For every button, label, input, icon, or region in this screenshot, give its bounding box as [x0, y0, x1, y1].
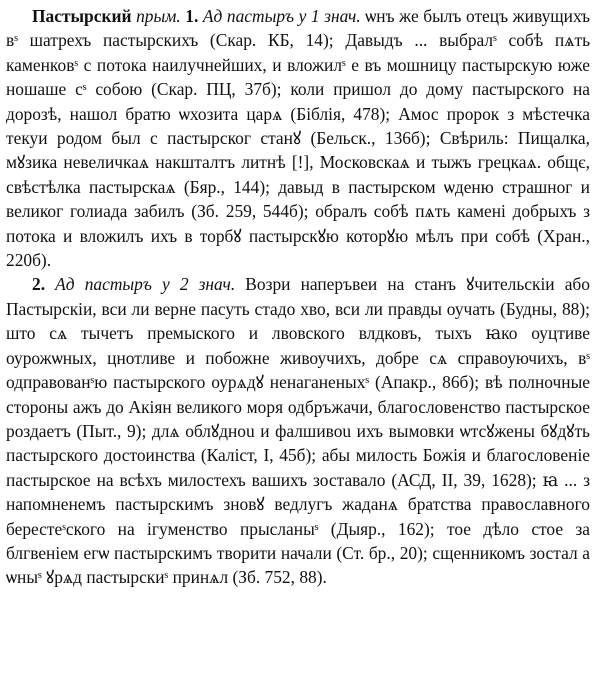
sense-1-number: 1.: [185, 6, 199, 26]
sense-2-paragraph: [6, 272, 590, 589]
dictionary-entry: [6, 4, 590, 590]
headword: Пастырский: [32, 6, 132, 26]
sense-2-citations: Возри наперъвеи на станъ ꙋчительскіи або Пастырскіи, вси ли верне пасуть стадо хво, вси ли правды оучать (Будны, 88); што сѧ тычетъ премыского и лвовского влдковъ, тыхъ ꙗко оуцтиве оурожѡных, цнотливе и побожне живоучихъ, добре сѧ справоуючихъ, вˢ одправованˢю пастырского оурѧдꙋ ненаганеныхˢ (Апакр., 86б); вѣ полночные стороны ажъ до Акіян великого моря одбръжачи, благословенство пастырское роздаетъ (Пыт., 9); длѧ облꙋдноu и фалшивоu ихъ вымовки ѡтсꙋжены бꙋдꙋть пастырского достоинства (Каліст, I, 45б); абы милость Божія и благословеніе пастырское на всѣхъ милостехъ вашихъ зоставало (АСД, II, 39, 1628); ꙗ ... з напомненемъ пастырскимъ зновꙋ ведлугъ жаданѧ братства православного берестеˢского на ігуменство прысланыˢ (Дыяр., 162); тое дѣло стое за блгвеніем егѡ пастырскимъ творити начали (Ст. бр., 20); сщенникомъ зостал а ѡныˢ ꙋрѧд пастырскиˢ принѧл (Зб. 752, 88).: [6, 274, 590, 588]
sense-2-number: 2.: [32, 274, 46, 295]
sense-1-citations: ѡнъ же былъ отецъ живущихъ вˢ шатрехъ пастырскихъ (Скар. КБ, 14); Давыдъ ... выбралˢ собѣ пѧть каменковˢ с потока наилучнейших, и вложилˢ е въ мошницу пастырскую юже ношаше сˢ собою (Скар. ПЦ, 37б); коли пришол до дому пастырского на дорозѣ, нашол братю ѡхозита царѧ (Біблія, 478); Амос пророк з мѣстечка текуи родом был с пастырског станꙋ (Бельск., 136б); Свѣриль: Пищалка, мꙋзика невеличкаѧ накшталтъ литнѣ [!], Московскаѧ и тыжъ грецкаѧ. общє, свѣстѣлка пастырскаѧ (Бяр., 144); давыд в пастырском ѡденю страшног и великог голиада забилъ (Зб. 259, 544б); обралъ собѣ пѧть камені добрыхъ з потока и вложилъ ихъ в торбꙋ пастырскꙋю которꙋю мѣлъ при собѣ (Хран., 220б).: [6, 6, 590, 271]
sense-1-gloss: Ад пастыръ у 1 знач.: [202, 6, 361, 26]
part-of-speech: прым.: [136, 6, 181, 26]
sense-2-gloss: Ад пастыръ у 2 знач.: [55, 274, 236, 295]
sense-1-paragraph: [6, 4, 590, 272]
